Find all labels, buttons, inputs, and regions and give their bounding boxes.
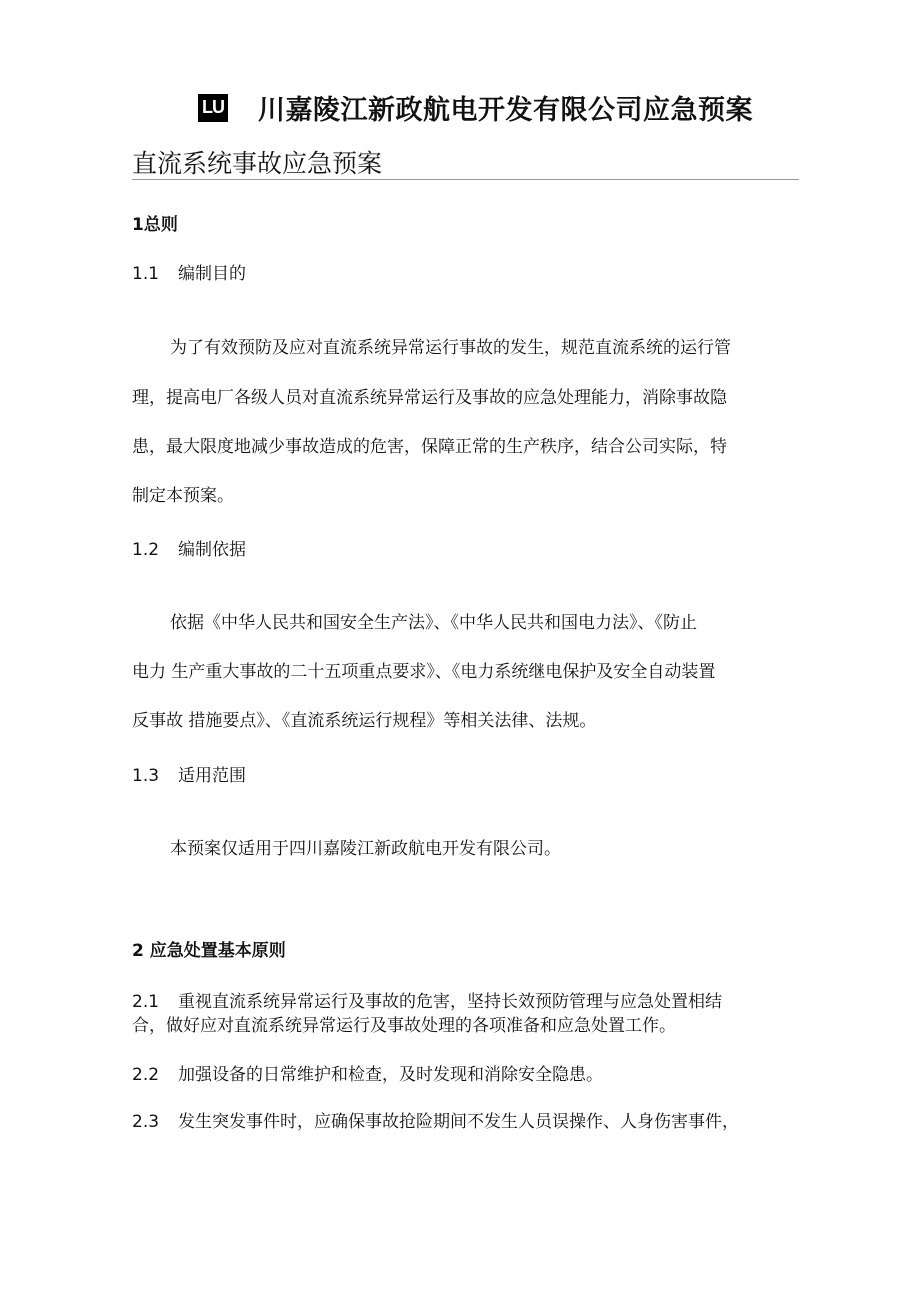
principle-2-3 [132,1107,739,1132]
company-logo: LU [198,94,228,122]
title-divider [132,179,799,180]
document-title: 直流系统事故应急预案 [132,149,383,178]
paragraph-line: 依据《中华人民共和国安全生产法》、《中华人民共和国电力法》、《防止 [170,613,697,633]
subsection-title: 编制目的 [178,264,246,284]
document-header [198,88,753,127]
subsection-number: 1.3 [132,766,160,786]
subsection-1-1-heading [132,259,246,284]
paragraph-line: 患，最大限度地减少事故造成的危害，保障正常的生产秩序，结合公司实际，特 [132,437,727,457]
paragraph-line: 为了有效预防及应对直流系统异常运行事故的发生，规范直流系统的运行管 [170,338,731,358]
subsection-number: 1.1 [132,264,160,284]
subsection-1-2-heading [132,535,246,560]
section-2-heading: 2 应急处置基本原则 [132,941,286,961]
subsection-title: 适用范围 [178,766,246,786]
paragraph-line: 制定本预案。 [132,486,234,506]
principle-text: 加强设备的日常维护和检查，及时发现和消除安全隐患。 [178,1065,603,1085]
principle-text: 重视直流系统异常运行及事故的危害，坚持长效预防管理与应急处置相结 [178,992,722,1012]
principle-text: 发生突发事件时，应确保事故抢险期间不发生人员误操作、人身伤害事件， [178,1112,739,1132]
paragraph-line: 反事故 措施要点》、《直流系统运行规程》等相关法律、法规。 [132,711,597,731]
principle-number: 2.2 [132,1065,160,1085]
principle-2-2 [132,1060,603,1085]
subsection-title: 编制依据 [178,540,246,560]
header-title: 川嘉陵江新政航电开发有限公司应急预案 [258,95,753,126]
section-1-heading: 1总则 [132,215,178,235]
paragraph-line: 合，做好应对直流系统异常运行及事故处理的各项准备和应急处置工作。 [132,1016,676,1036]
principle-2-1 [132,987,722,1012]
paragraph-line: 理，提高电厂各级人员对直流系统异常运行及事故的应急处理能力，消除事故隐 [132,388,727,408]
paragraph-line: 本预案仅适用于四川嘉陵江新政航电开发有限公司。 [170,839,561,859]
principle-number: 2.3 [132,1112,160,1132]
subsection-number: 1.2 [132,540,160,560]
principle-number: 2.1 [132,992,160,1012]
paragraph-line: 电力 生产重大事故的二十五项重点要求》、《电力系统继电保护及安全自动装置 [132,662,716,682]
subsection-1-3-heading [132,761,246,786]
